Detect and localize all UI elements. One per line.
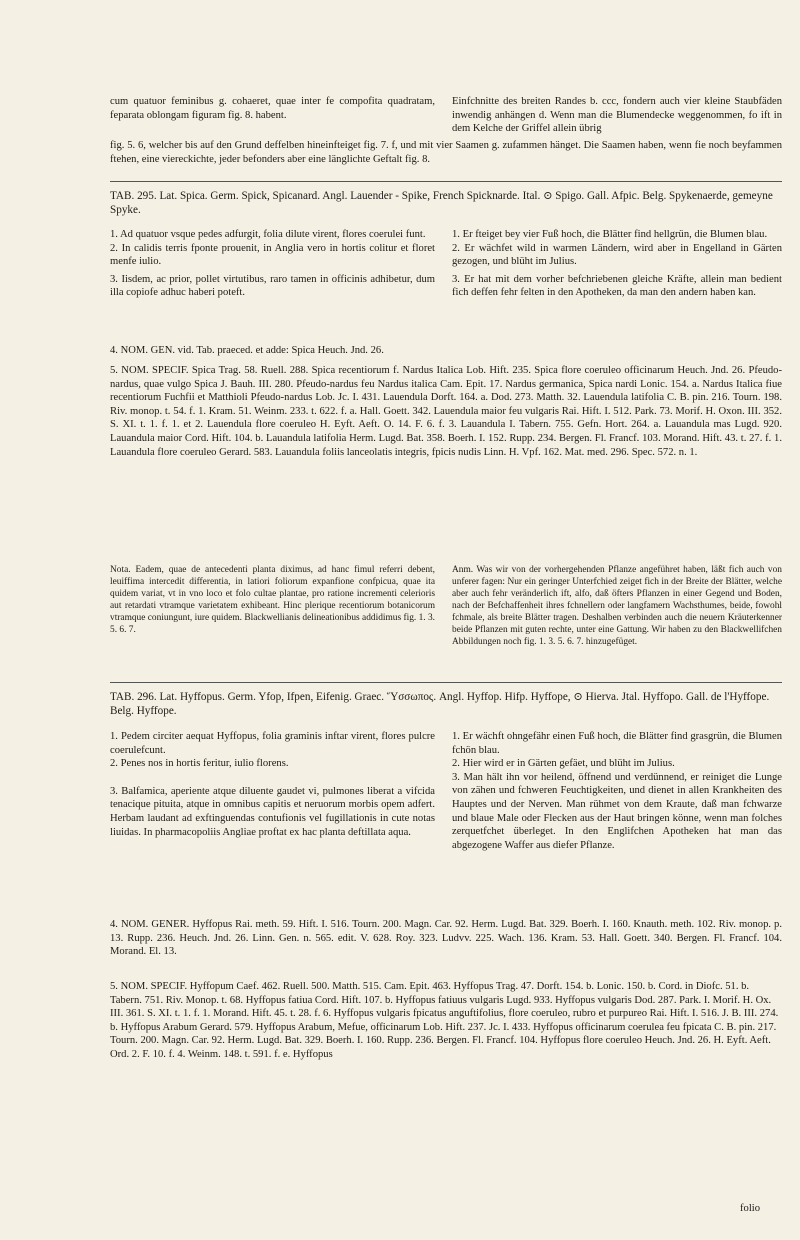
catchword: folio bbox=[740, 1203, 761, 1214]
top-german-fragment: Einfchnitte des breiten Randes b. ccc, fondern auch vier kleine Staubfäden inwendig anhängen d. Wenn man die Blumendecke weggenommen, fo ift in dem Kelche der Griffel allein übrig bbox=[452, 96, 782, 135]
tab-296-header: TAB. 296. Lat. Hyffopus. Germ. Yfop, Ifpen, Eifenig. Graec. Ὕσσωπος. Angl. Hyffop. Hifp. Hyffope, ⊙ Hierva. Jtal. Hyffopo. Gall. de l'Hyffope. Belg. Hyffope. bbox=[110, 691, 770, 718]
tab-295-latin-para: 1. Ad quatuor vsque pedes adfurgit, folia dilute virent, flores coerulei funt. bbox=[110, 229, 426, 240]
tab-295-german-column bbox=[452, 228, 782, 300]
tab-295-german-para: 1. Er fteiget bey vier Fuß hoch, die Blätter find hellgrün, die Blumen blau. bbox=[452, 229, 768, 240]
tab-295-nom-spec: 5. NOM. SPECIF. Spica Trag. 58. Ruell. 288. Spica recentiorum f. Nardus Italica Lob. Hift. 235. Spica flore coeruleo officinarum Heuch. Jnd. 26. Pfeudo-nardus, quae vulgo Spica J. Bauh. III. 280. Pfeudo-nardus feu Nardus italica Cam. Epit. 17. Nardus germanica, Spica nardi Lonic. 154. a. Nardus Italica fiue recentiorum Fuchfii et Matthioli Pfeudo-nardus Lob. Jc. I. 431. Lauendula Dorft. 164. a. Dod. 273. Matth. 32. Lauendula latifolia C. B. pin. 216. Tourn. 198. Riv. monop. t. 54. f. 1. Kram. 51. Weinm. 233. t. 622. f. a. Hall. Goett. 342. Lauendula maior feu vulgaris Rai. Hift. I. 512. Park. 73. Morif. H. Oxon. III. 352. S. XI. t. 1. f. 1. et 2. Lauendula flore coeruleo H. Eyft. Aeft. O. 14. F. 6. f. 3. Lauandula I. Tabern. 755. Gefn. Hort. 264. a. Lauandula mas Lugd. 920. Lauandula maior Cord. Hift. 104. b. Lauandula latifolia Herm. Lugd. Bat. 358. Boerh. I. 152. Rupp. 234. Bergen. Fl. Francf. 103. Morand. Hift. 43. t. 27. f. 1. Lauandula flore coeruleo Gerard. 583. Lauandula foliis lanceolatis integris, fpicis nudis Linn. H. Vpf. 162. Mat. med. 296. Spec. 572. n. 1. bbox=[110, 365, 782, 458]
tab-295-nom-gen: 4. NOM. GEN. vid. Tab. praeced. et adde: Spica Heuch. Jnd. 26. bbox=[110, 345, 384, 356]
tab-295-german-para: 2. Er wächfet wild in warmen Ländern, wird aber in Engelland in Gärten gezogen, und blüht im Julius. bbox=[452, 242, 782, 268]
tab-295-latin-para: 3. Iisdem, ac prior, pollet virtutibus, raro tamen in officinis adhibetur, dum illa copiofe adhuc haberi poteft. bbox=[110, 273, 435, 299]
section-divider-top bbox=[110, 181, 782, 182]
tab-296-latin-para: 1. Pedem circiter aequat Hyffopus, folia graminis inftar virent, flores pulcre coerulefcunt. bbox=[110, 731, 435, 756]
tab-296-german-para: 2. Hier wird er in Gärten gefäet, und blüht im Julius. bbox=[452, 758, 675, 770]
tab-296-german-para: 1. Er wächft ohngefähr einen Fuß hoch, die Blätter find grasgrün, die Blumen fchön blau. bbox=[452, 731, 782, 756]
top-latin-fragment: cum quatuor feminibus g. cohaeret, quae inter fe compofita quadratam, feparata oblongam figuram fig. 8. habent. bbox=[110, 96, 435, 121]
tab-295-latin-para: 2. In calidis terris fponte prouenit, in Anglia vero in hortis colitur et floret menfe iulio. bbox=[110, 242, 435, 268]
tab-295-header: TAB. 295. Lat. Spica. Germ. Spick, Spicanard. Angl. Lauender - Spike, French Spicknarde. Ital. ⊙ Spigo. Gall. Afpic. Belg. Spykenaerde, gemeyne Spyke. bbox=[110, 190, 773, 217]
tab-296-german-column bbox=[452, 730, 782, 852]
tab-296-german-para: 3. Man hält ihn vor heilend, öffnend und verdünnend, er reiniget die Lunge von zähen und fchweren Feuchtigkeiten, und dienet in allen Krankheiten des Hauptes und der Nerven. Man rühmet von dem Kraute, daß man fchwarze und blaue Male oder Flecken aus der Haut bringen könne, wenn man folches zerquetfchet überleget. In den Englifchen Apotheken hat man das abgezogene Waffer aus diefer Pflanze. bbox=[452, 771, 782, 851]
section-divider-bottom bbox=[110, 682, 782, 683]
tab-296-nom-spec: 5. NOM. SPECIF. Hyffopum Caef. 462. Ruell. 500. Matth. 515. Cam. Epit. 463. Hyffopus Trag. 47. Dorft. 154. b. Lonic. 150. b. Cord. in Diofc. 51. b. Tabern. 751. Riv. Monop. t. 68. Hyffopus fatiua Cord. Hift. 107. b. Hyffopus fatiuus vulgaris Lugd. 933. Hyffopus vulgaris Dod. 287. Park. I. Morif. H. Ox. III. 361. S. XI. t. 1. f. 1. Morand. Hift. 45. t. 28. f. 6. Hyffopus vulgaris fpicatus anguftifolius, flore coeruleo, rubro et purpureo Rai. Hift. I. 516. J. B. III. 274. b. Hyffopus Arabum Gerard. 579. Hyffopus Arabum, Mefue, officinarum Lob. Hift. 237. Jc. I. 433. Hyffopus officinarum coerulea feu fpicata C. B. pin. 217. Tourn. 200. Magn. Car. 92. Herm. Lugd. Bat. 329. Boerh. I. 160. Rupp. 236. Bergen. Fl. Francf. 104. Hyffopus flore coeruleo Heuch. Jnd. 26. H. Eyft. Aeft. Ord. 2. F. 10. f. 4. Weinm. 148. t. 591. f. e. Hyffopus bbox=[110, 981, 779, 1060]
tab-295-latin-column bbox=[110, 228, 435, 300]
tab-296-latin-para: 2. Penes nos in hortis feritur, iulio florens. bbox=[110, 758, 289, 770]
tab-295-nota: Nota. Eadem, quae de antecedenti planta diximus, ad hanc fimul referri debent, leuiffima intercedit differentia, in latiori foliorum expanfione confpicua, quae ita quidem variat, vt in vno loco et folo cultae plantae, pro ratione incrementi celerioris aut retardati vtramque varietatem exhibeant. Hinc plerique recentiorum botanicorum vtramque coniungunt, iure quidem. Blackwellianis delineationibus addidimus fig. 1. 3. 5. 6. 7. bbox=[110, 565, 435, 635]
tab-295-german-para: 3. Er hat mit dem vorher befchriebenen gleiche Kräfte, allein man bedient fich deffen fehr felten in den Apotheken, da man den andern haben kan. bbox=[452, 273, 782, 299]
tab-295-anmerkung: Anm. Was wir von der vorhergehenden Pflanze angeführet haben, läßt fich auch von unferer fagen: Nur ein geringer Unterfchied zeiget fich in der Breite der Blätter, welche aber auch fehr veränderlich ift, alfo, daß öfters Pflanzen in einer Gegend und Boden, nach der Befchaffenheit ihres fchnellern oder langfamern Wachsthumes, beide, fowohl fchmale, als breite Blätter tragen. Deshalben verbinden auch die neuern Kräuterkenner beide Pflanzen mit guten rechte, unter eine Gattung. Wir haben zu den Blackwellifchen Abbildungen noch fig. 1. 3. 5. 6. 7. hinzugefüget. bbox=[452, 565, 782, 647]
tab-296-latin-para: 3. Balfamica, aperiente atque diluente gaudet vi, pulmones liberat a vifcida tenacique pituita, atque in omnibus capitis et neruorum morbis opem adfert. Herbam laudant ad exftinguendas contufionis vel fugillationis in cute notas liuidas. In pharmacopoliis Angliae proftat ex hac planta deftillata aqua. bbox=[110, 785, 435, 838]
tab-296-nom-gen: 4. NOM. GENER. Hyffopus Rai. meth. 59. Hift. I. 516. Tourn. 200. Magn. Car. 92. Herm. Lugd. Bat. 329. Boerh. I. 160. Knauth. meth. 102. Riv. monop. p. 13. Rupp. 236. Heuch. Jnd. 26. Linn. Gen. n. 565. edit. V. 628. Roy. 323. Ludvv. 225. Wach. 136. Kram. 53. Hall. Goett. 340. Bergen. Fl. Francf. 104. Morand. El. 13. bbox=[110, 919, 782, 958]
tab-296-latin-column bbox=[110, 730, 435, 839]
top-german-continuation: fig. 5. 6, welcher bis auf den Grund deffelben hineinfteiget fig. 7. f, und mit vier Saamen g. zufammen hänget. Die Saamen haben, wenn fie noch beyfammen ftehen, eine viereckichte, jeder befonders aber eine länglichte Geftalt fig. 8. bbox=[110, 140, 782, 165]
